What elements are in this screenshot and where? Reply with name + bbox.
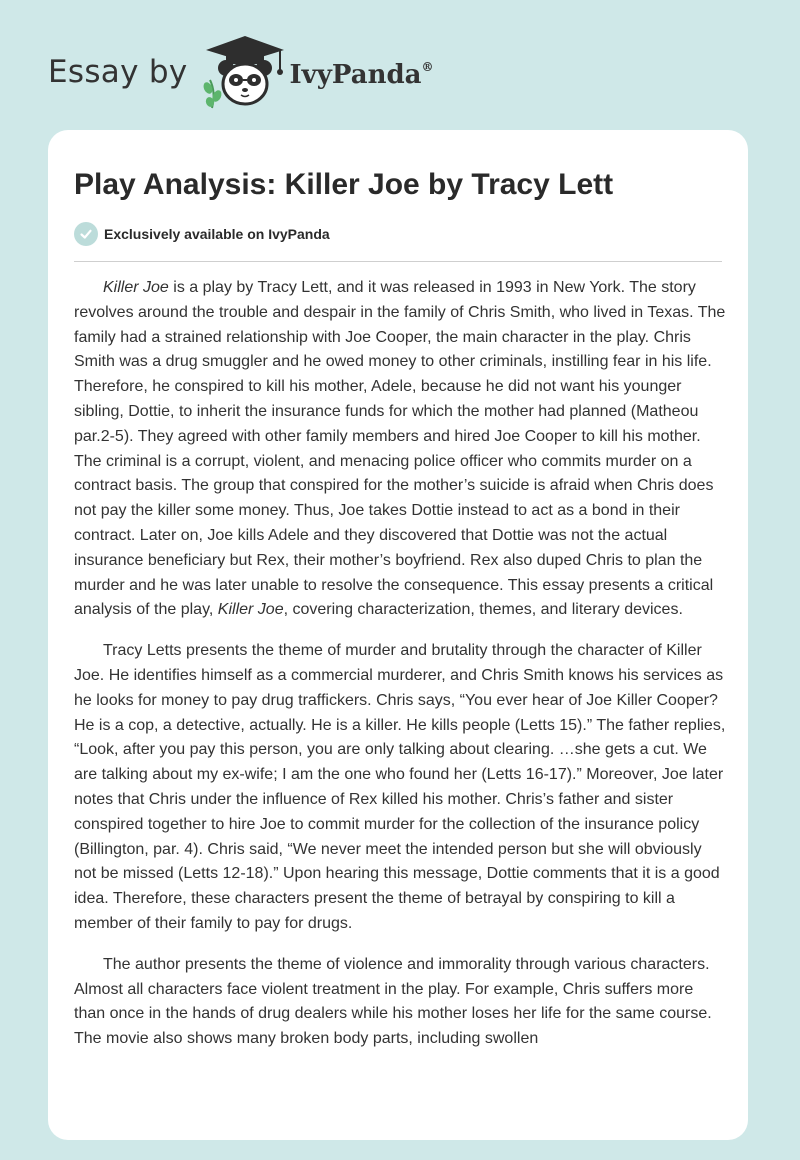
divider xyxy=(74,261,722,262)
registered-mark: ® xyxy=(421,60,434,74)
exclusive-badge-label: Exclusively available on IvyPanda xyxy=(104,226,330,242)
essay-by-label: Essay by xyxy=(48,54,188,90)
page-title: Play Analysis: Killer Joe by Tracy Lett xyxy=(74,168,614,201)
brand-text: IvyPanda xyxy=(289,60,422,90)
essay-card xyxy=(48,130,748,1140)
play-title: Killer Joe xyxy=(217,601,284,619)
paragraph-3: The author presents the theme of violence and immorality through various characters. Almost all characters face violent treatment in the play. For example, Chris suffers more than once in the hands of drug dealers while his mother loses her life for the same course. The movie also shows many broken body parts, including swollen xyxy=(74,955,712,1048)
play-title: Killer Joe xyxy=(103,279,169,296)
exclusive-badge xyxy=(74,222,330,246)
site-header xyxy=(48,32,434,112)
paragraph-2: Tracy Letts presents the theme of murder and brutality through the character of Killer Joe. He identifies himself as a commercial murderer, and Chris Smith knows his services as he looks for money to pay drug traffickers. Chris says, “You ever hear of Joe Killer Cooper? He is a cop, a detective, actually. He is a killer. He kills people (Letts 15).” The father replies, “Look, after you pay this person, you are only talking about clearing. …she gets a cut. We are talking about my ex-wife; I am the one who found her (Letts 16-17).” Moreover, Joe later notes that Chris under the influence of Rex killed his mother. Chris’s father and sister conspired together to hire Joe to commit murder for the collection of the insurance policy (Billington, par. 4). Chris said, “We never meet the intended person but she will obviously not be missed (Letts 12-18).” Upon hearing this message, Dottie comments that it is a good idea. Therefore, these characters present the theme of betrayal by conspiring to kill a member of their family to pay for drugs. xyxy=(74,642,726,932)
paragraph-text: is a play by Tracy Lett, and it was released in 1993 in New York. The story revolves around the trouble and despair in the family of Chris Smith, who lived in Texas. The family had a strained relationship with Joe Cooper, the main character in the play. Chris Smith was a drug smuggler and he owed money to other criminals, instilling fear in his life. Therefore, he conspired to kill his mother, Adele, because he did not want his younger sibling, Dottie, to inherit the insurance funds for which the mother had planned (Matheou par.2-5). They agreed with other family members and hired Joe Cooper to kill his mother. The criminal is a corrupt, violent, and menacing police officer who commits murder on a contract basis. The group that conspired for the mother’s suicide is afraid when Chris does not pay the killer some money. Thus, Joe takes Dottie instead to act as a bond in their contract. Later on, Joe kills Adele and they discovered that Dottie was not the actual insurance beneficiary but Rex, their mother’s boyfriend. Rex also duped Chris to plan the murder and he was later unable to resolve the consequence. This essay presents a critical analysis of the play, xyxy=(74,279,726,619)
check-circle-icon xyxy=(74,222,98,246)
essay-body xyxy=(74,276,728,1068)
ivypanda-logo xyxy=(202,32,288,112)
paragraph-1 xyxy=(74,276,728,623)
brand-name[interactable] xyxy=(290,60,434,90)
panda-graduate-icon[interactable] xyxy=(202,32,288,112)
paragraph-text: , covering characterization, themes, and literary devices. xyxy=(283,601,683,619)
